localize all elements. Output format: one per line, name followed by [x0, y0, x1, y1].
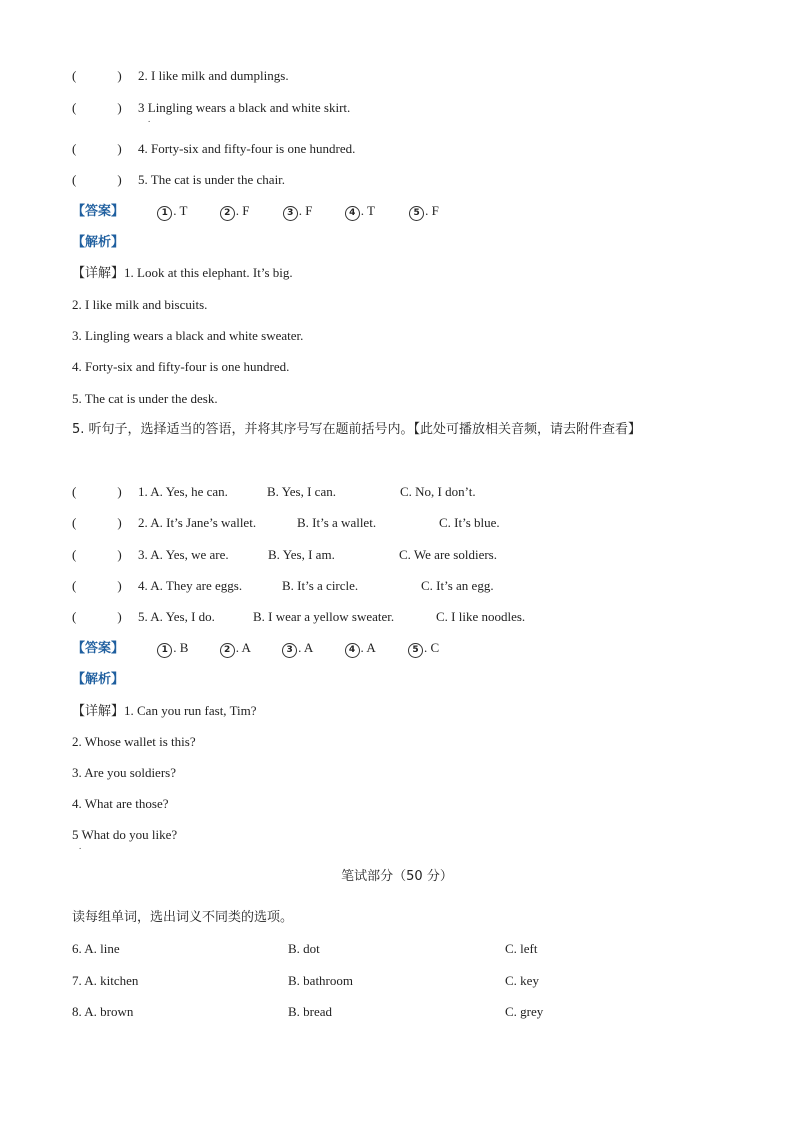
word-row — [72, 973, 138, 989]
detail-row: 3. Are you soldiers? — [72, 765, 176, 780]
detail-text: 1. Can you run fast, Tim? — [124, 703, 257, 718]
section-instruction: 读每组单词，选出词义不同类的选项。 — [72, 910, 294, 925]
stray-dot: . — [79, 841, 82, 851]
question-row — [72, 100, 350, 116]
option-a: 2. A. It’s Jane’s wallet. — [138, 515, 257, 530]
option-a: 7. A. kitchen — [72, 973, 139, 988]
answer-tag: 【答案】 — [72, 204, 125, 219]
option-c: C. key — [505, 973, 539, 988]
detail-row: 2. I like milk and biscuits. — [72, 297, 208, 312]
answer-parentheses[interactable]: ( ) — [72, 609, 122, 624]
section-instruction: 5. 听句子，选择适当的答语，并将其序号写在题前括号内。【此处可播放相关音频，请去附件查看】 — [72, 422, 642, 437]
option-b: B. It’s a wallet. — [297, 515, 377, 530]
answer-parentheses[interactable]: ( ) — [72, 515, 122, 530]
detail-row — [72, 265, 293, 282]
answer-item: 2 . A — [220, 640, 251, 658]
option-b: B. It’s a circle. — [282, 578, 359, 593]
stray-dot: . — [148, 114, 151, 124]
answer-item: 4 . T — [345, 203, 375, 221]
answer-parentheses[interactable]: ( ) — [72, 141, 122, 156]
option-a: 1. A. Yes, he can. — [138, 484, 228, 499]
question-row — [72, 484, 228, 500]
question-text: 5. The cat is under the chair. — [138, 172, 286, 187]
answer-item: 5 . F — [409, 203, 439, 221]
answer-item: 1 . T — [157, 203, 187, 221]
option-a: 3. A. Yes, we are. — [138, 547, 229, 562]
answer-parentheses[interactable]: ( ) — [72, 484, 122, 499]
question-text: 3 Lingling wears a black and white skirt. — [138, 100, 351, 115]
option-a: 6. A. line — [72, 941, 120, 956]
option-b: B. I wear a yellow sweater. — [253, 609, 395, 624]
option-c: C. We are soldiers. — [399, 547, 497, 562]
analysis-row — [72, 234, 124, 251]
answer-row — [72, 203, 439, 221]
option-b: B. dot — [288, 941, 320, 956]
answer-tag: 【答案】 — [72, 641, 125, 656]
answer-parentheses[interactable]: ( ) — [72, 547, 122, 562]
analysis-row — [72, 671, 124, 688]
answer-row — [72, 640, 439, 658]
answer-parentheses[interactable]: ( ) — [72, 172, 122, 187]
answer-item: 5 . C — [408, 640, 439, 658]
detail-row: 5 What do you like? — [72, 827, 178, 842]
detail-row: 3. Lingling wears a black and white sweater. — [72, 328, 304, 343]
question-row — [72, 609, 215, 625]
answer-parentheses[interactable]: ( ) — [72, 578, 122, 593]
question-row — [72, 547, 229, 563]
question-text: 2. I like milk and dumplings. — [138, 68, 289, 83]
option-a: 8. A. brown — [72, 1004, 134, 1019]
option-c: C. grey — [505, 1004, 544, 1019]
question-text: 4. Forty-six and fifty-four is one hundred. — [138, 141, 356, 156]
option-c: C. It’s an egg. — [421, 578, 494, 593]
option-b: B. Yes, I am. — [268, 547, 335, 562]
detail-row: 4. Forty-six and fifty-four is one hundred. — [72, 359, 290, 374]
option-b: B. bread — [288, 1004, 333, 1019]
option-c: C. It’s blue. — [439, 515, 500, 530]
option-c: C. left — [505, 941, 538, 956]
answer-parentheses[interactable]: ( ) — [72, 100, 122, 115]
option-a: 4. A. They are eggs. — [138, 578, 243, 593]
option-a: 5. A. Yes, I do. — [138, 609, 215, 624]
option-b: B. bathroom — [288, 973, 353, 988]
analysis-tag: 【解析】 — [72, 235, 125, 250]
answer-item: 4 . A — [345, 640, 376, 658]
detail-row — [72, 703, 257, 720]
question-row — [72, 578, 242, 594]
question-row — [72, 515, 256, 531]
detail-row: 4. What are those? — [72, 796, 169, 811]
question-row — [72, 68, 289, 84]
detail-text: 1. Look at this elephant. It’s big. — [124, 265, 293, 280]
detail-row: 2. Whose wallet is this? — [72, 734, 196, 749]
word-row — [72, 941, 120, 957]
detail-tag: 【详解】 — [72, 704, 125, 719]
analysis-tag: 【解析】 — [72, 672, 125, 687]
detail-tag: 【详解】 — [72, 266, 125, 281]
answer-item: 1 . B — [157, 640, 188, 658]
option-c: C. No, I don’t. — [400, 484, 476, 499]
detail-row: 5. The cat is under the desk. — [72, 391, 218, 406]
word-row — [72, 1004, 133, 1020]
option-c: C. I like noodles. — [436, 609, 526, 624]
answer-item: 3 . A — [282, 640, 313, 658]
section-heading: 笔试部分（50 分） — [341, 869, 453, 884]
question-row — [72, 172, 285, 188]
option-b: B. Yes, I can. — [267, 484, 336, 499]
answer-item: 3 . F — [283, 203, 313, 221]
answer-item: 2 . F — [220, 203, 250, 221]
question-row — [72, 141, 355, 157]
answer-parentheses[interactable]: ( ) — [72, 68, 122, 83]
